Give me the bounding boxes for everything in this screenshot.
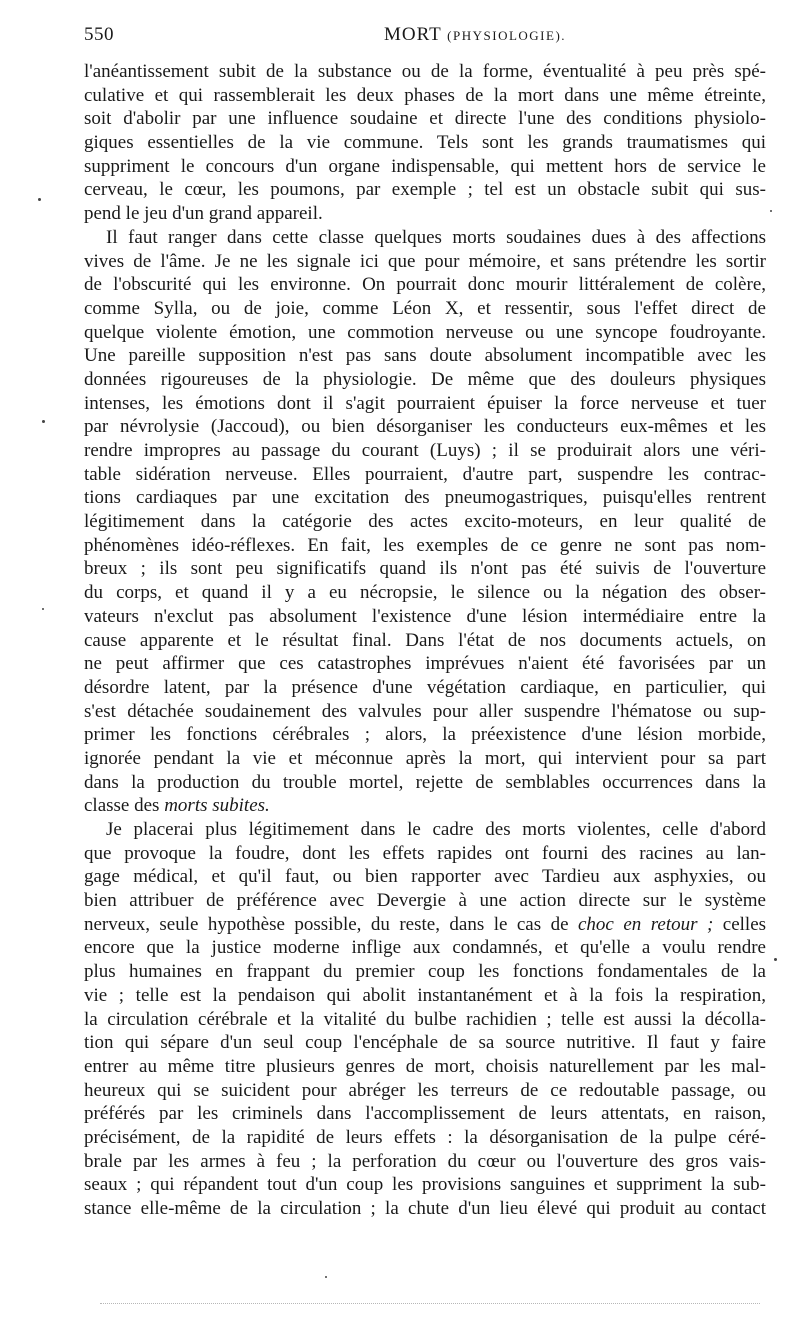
text-line [84, 913, 766, 937]
text-line: gage médical, et qu'il faut, ou bien rapporter avec Tardieu aux asphyxies, ou [84, 866, 766, 888]
text-line: culative et qui rassemblerait les deux phases de la mort dans une même étreinte, [84, 84, 766, 106]
text-line: dans la production du trouble mortel, rejette de semblables occurrences dans la [84, 771, 766, 793]
text-line: l'anéantissement subit de la substance ou de la forme, éventualité à peu près spé- [84, 61, 766, 82]
page-number: 550 [84, 24, 114, 45]
italic-term: choc en retour ; [578, 913, 714, 935]
text-line: préférés par les criminels dans l'accomplissement de leurs attentats, en raison, [84, 1103, 766, 1125]
text-line [84, 794, 766, 818]
text-line: vives de l'âme. Je ne les signale ici que pour mémoire, et sans prétendre les sortir [84, 250, 766, 272]
text-line: intenses, les émotions dont il s'agit pourraient épuiser la force nerveuse et tuer [84, 392, 766, 414]
text-line: soit d'abolir par une influence soudaine et directe l'une des conditions physiolo- [84, 108, 766, 130]
text-line: Une pareille supposition n'est pas sans doute absolument incompatible avec les [84, 345, 766, 367]
text-line: précisément, de la rapidité de leurs effets : la désorganisation de la pulpe céré- [84, 1126, 766, 1148]
text-line: désordre latent, par la présence d'une végétation cardiaque, en particulier, qui [84, 676, 766, 698]
print-speck [38, 198, 41, 201]
text-line: brale par les armes à feu ; la perforation du cœur ou l'ouverture des gros vais- [84, 1150, 766, 1172]
text-line: encore que la justice moderne inflige aux condamnés, et qu'elle a voulu rendre [84, 937, 766, 959]
text-line: giques essentielles de la vie commune. Tels sont les grands traumatismes qui [84, 132, 766, 154]
text-line: bien attribuer de préférence avec Devergie à une action directe sur le système [84, 890, 766, 912]
print-speck [770, 210, 772, 212]
text-line: données rigoureuses de la physiologie. De même que des douleurs physiques [84, 368, 766, 390]
text-line: stance elle-même de la circulation ; la chute d'un lieu élevé qui produit au contact [84, 1198, 766, 1219]
bleed-through-rule [100, 1303, 760, 1306]
print-speck [774, 958, 777, 961]
print-speck [325, 1276, 327, 1278]
text-line: rendre impropres au passage du courant (Luys) ; il se produirait alors une véri- [84, 440, 766, 461]
text-line: du corps, et quand il y a eu nécropsie, le silence ou la négation des obser- [84, 582, 766, 604]
text-line: plus humaines en frappant du premier coup les fonctions fondamentales de la [84, 961, 766, 983]
text-line: heureux qui se suicident pour abréger les terreurs de ce redoutable passage, ou [84, 1079, 766, 1101]
text-line: primer les fonctions cérébrales ; alors, la préexistence d'une lésion morbide, [84, 724, 766, 746]
text-line: phénomènes idéo-réflexes. En fait, les exemples de ce genre ne sont pas nom- [84, 534, 766, 556]
text-line: seaux ; qui répandent tout d'un coup les provisions sanguines et suppriment la sub- [84, 1174, 766, 1196]
text-line: ignorée pendant la vie et méconnue après la mort, qui intervient pour sa part [84, 747, 766, 769]
text-line: par névrolysie (Jaccoud), ou bien désorganiser les conducteurs eux-mêmes et les [84, 416, 766, 438]
text-fragment: celles [722, 913, 767, 935]
text-line: de l'obscurité qui les environne. On pourrait donc mourir littéralement de colère, [84, 274, 766, 296]
text-line: quelque violente émotion, une commotion nerveuse ou une syncope foudroyante. [84, 321, 766, 343]
page-header [84, 24, 764, 54]
text-line: la circulation cérébrale et la vitalité du bulbe rachidien ; telle est aussi la décolla- [84, 1008, 766, 1030]
running-title-main: MORT [384, 24, 442, 45]
text-line: suppriment le concours d'un organe indispensable, qui mettent hors de service le [84, 155, 766, 177]
text-line: Il faut ranger dans cette classe quelques morts soudaines dues à des affections [106, 226, 766, 248]
print-speck [42, 608, 44, 610]
running-title [384, 24, 566, 46]
text-line: légitimement dans la catégorie des actes excito-moteurs, en leur qualité de [84, 511, 766, 533]
text-line: tions cardiaques par une excitation des pneumogastriques, puisqu'elles rentrent [84, 487, 766, 509]
running-title-subject: (PHYSIOLOGIE). [447, 28, 567, 43]
text-fragment: classe des [84, 795, 160, 817]
text-line: entrer au même titre plusieurs genres de mort, choisis naturellement par les mal- [84, 1055, 766, 1077]
text-line: s'est détachée soudainement des valvules pour aller suspendre l'hématose ou sup- [84, 700, 766, 722]
text-line: pend le jeu d'un grand appareil. [84, 203, 323, 225]
text-line: que provoque la foudre, dont les effets rapides ont fourni des racines au lan- [84, 842, 766, 864]
text-line: comme Sylla, ou de joie, comme Léon X, et ressentir, sous l'effet direct de [84, 297, 766, 319]
italic-term: morts subites. [164, 795, 270, 817]
text-line: Je placerai plus légitimement dans le cadre des morts violentes, celle d'abord [106, 819, 766, 840]
text-line: breux ; ils sont peu significatifs quand ils n'ont pas été suivis de l'ouverture [84, 558, 766, 580]
body-text [84, 60, 766, 1221]
text-line: cause apparente et le résultat final. Dans l'état de nos documents actuels, on [84, 629, 766, 651]
text-line: ne peut affirmer que ces catastrophes imprévues n'aient été favorisées par un [84, 653, 766, 675]
print-speck [42, 420, 45, 423]
text-line: vateurs n'exclut pas absolument l'existence d'une lésion intermédiaire entre la [84, 605, 766, 627]
text-line: table sidération nerveuse. Elles pourraient, d'autre part, suspendre les contrac- [84, 463, 766, 485]
text-line: tion qui sépare d'un seul coup l'encéphale de sa source nutritive. Il faut y faire [84, 1032, 766, 1054]
text-fragment: nerveux, seule hypothèse possible, du reste, dans le cas de [84, 913, 569, 935]
text-line: vie ; telle est la pendaison qui abolit instantanément et à la fois la respiration, [84, 984, 766, 1006]
text-line: cerveau, le cœur, les poumons, par exemple ; tel est un obstacle subit qui sus- [84, 179, 766, 201]
